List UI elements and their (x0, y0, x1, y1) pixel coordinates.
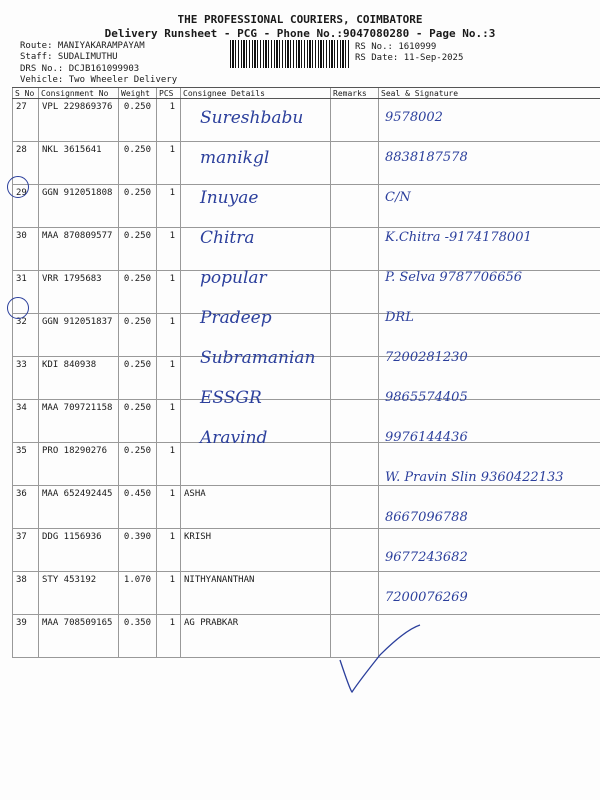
cell-sno: 37 (13, 529, 39, 572)
cell-consignee: NITHYANANTHAN (181, 572, 331, 615)
cell-remarks (331, 400, 379, 443)
col-consignment: Consignment No (39, 88, 119, 99)
cell-consignment: MAA 708509165 (39, 615, 119, 658)
cell-sno: 36 (13, 486, 39, 529)
cell-remarks (331, 185, 379, 228)
cell-consignment: KDI 840938 (39, 357, 119, 400)
cell-consignment: NKL 3615641 (39, 142, 119, 185)
rs-date: RS Date: 11-Sep-2025 (355, 53, 464, 63)
table-row (13, 400, 600, 443)
cell-sno: 38 (13, 572, 39, 615)
route-label: Route: MANIYAKARAMPAYAM (20, 41, 145, 51)
handwritten-signature: 8667096788 (385, 510, 468, 525)
cell-remarks (331, 615, 379, 658)
handwritten-consignee: Pradeep (200, 308, 272, 328)
handwritten-consignee: popular (200, 268, 267, 288)
runsheet-subtitle: Delivery Runsheet - PCG - Phone No.:9047080280 - Page No.:3 (104, 27, 496, 40)
cell-consignment: MAA 709721158 (39, 400, 119, 443)
col-consignee: Consignee Details (181, 88, 331, 99)
cell-weight: 0.450 (119, 486, 157, 529)
cell-consignment: GGN 912051808 (39, 185, 119, 228)
cell-consignment: VRR 1795683 (39, 271, 119, 314)
company-title: THE PROFESSIONAL COURIERS, COIMBATORE (177, 13, 423, 26)
handwritten-consignee: Chitra (200, 228, 255, 248)
handwritten-consignee: Subramanian (200, 348, 316, 368)
handwritten-signature: 9976144436 (385, 430, 468, 445)
col-weight: Weight (119, 88, 157, 99)
staff-label: Staff: SUDALIMUTHU (20, 52, 118, 62)
handwritten-signature: P. Selva 9787706656 (385, 270, 523, 285)
cell-sno: 34 (13, 400, 39, 443)
cell-weight: 0.250 (119, 228, 157, 271)
cell-pcs: 1 (157, 357, 181, 400)
cell-sno: 30 (13, 228, 39, 271)
cell-sno: 29 (13, 185, 39, 228)
cell-pcs: 1 (157, 99, 181, 142)
table-row (13, 99, 600, 142)
cell-pcs: 1 (157, 529, 181, 572)
cell-remarks (331, 142, 379, 185)
cell-pcs: 1 (157, 615, 181, 658)
cell-sno: 39 (13, 615, 39, 658)
rs-number: RS No.: 1610999 (355, 42, 437, 52)
cell-consignment: STY 453192 (39, 572, 119, 615)
table-row (13, 142, 600, 185)
cell-pcs: 1 (157, 486, 181, 529)
col-pcs: PCS (157, 88, 181, 99)
col-signature: Seal & Signature (379, 88, 600, 99)
pen-circle-mark (7, 176, 29, 198)
cell-remarks (331, 271, 379, 314)
handwritten-signature: W. Pravin Slin 9360422133 (385, 470, 564, 485)
cell-pcs: 1 (157, 228, 181, 271)
handwritten-signature: 9677243682 (385, 550, 468, 565)
cell-remarks (331, 228, 379, 271)
cell-sno: 35 (13, 443, 39, 486)
cell-remarks (331, 529, 379, 572)
cell-remarks (331, 443, 379, 486)
handwritten-consignee: ESSGR (200, 388, 262, 408)
drs-number: DRS No.: DCJB161099903 (20, 64, 140, 74)
cell-consignment: PRO 18290276 (39, 443, 119, 486)
cell-consignee: KRISH (181, 529, 331, 572)
cell-consignment: MAA 870809577 (39, 228, 119, 271)
cell-pcs: 1 (157, 400, 181, 443)
cell-signature (379, 615, 600, 658)
cell-weight: 0.250 (119, 443, 157, 486)
cell-weight: 0.390 (119, 529, 157, 572)
cell-weight: 0.250 (119, 271, 157, 314)
table-row (13, 486, 600, 529)
cell-pcs: 1 (157, 185, 181, 228)
cell-weight: 0.250 (119, 142, 157, 185)
cell-pcs: 1 (157, 443, 181, 486)
cell-consignment: VPL 229869376 (39, 99, 119, 142)
cell-consignment: DDG 1156936 (39, 529, 119, 572)
handwritten-consignee: Inuyae (200, 188, 259, 208)
cell-pcs: 1 (157, 142, 181, 185)
cell-pcs: 1 (157, 572, 181, 615)
cell-consignee: ASHA (181, 486, 331, 529)
cell-sno: 32 (13, 314, 39, 357)
barcode-image (230, 40, 350, 68)
handwritten-signature: K.Chitra -9174178001 (385, 230, 532, 245)
cell-weight: 0.250 (119, 185, 157, 228)
cell-sno: 31 (13, 271, 39, 314)
cell-sno: 33 (13, 357, 39, 400)
cell-consignment: MAA 652492445 (39, 486, 119, 529)
col-remarks: Remarks (331, 88, 379, 99)
table-row (13, 185, 600, 228)
cell-remarks (331, 99, 379, 142)
cell-consignee (181, 443, 331, 486)
cell-sno: 28 (13, 142, 39, 185)
pen-circle-mark (7, 297, 29, 319)
cell-weight: 0.250 (119, 400, 157, 443)
handwritten-consignee: manikgl (200, 148, 270, 168)
vehicle-label: Vehicle: Two Wheeler Delivery (20, 75, 178, 85)
handwritten-consignee: Aravind (200, 428, 268, 448)
cell-signature (379, 185, 600, 228)
cell-consignee: AG PRABKAR (181, 615, 331, 658)
table-row (13, 529, 600, 572)
handwritten-consignee: Sureshbabu (200, 108, 304, 128)
cell-pcs: 1 (157, 271, 181, 314)
cell-remarks (331, 572, 379, 615)
cell-weight: 1.070 (119, 572, 157, 615)
cell-remarks (331, 314, 379, 357)
cell-consignment: GGN 912051837 (39, 314, 119, 357)
cell-remarks (331, 486, 379, 529)
cell-remarks (331, 357, 379, 400)
table-row (13, 615, 600, 658)
cell-pcs: 1 (157, 314, 181, 357)
handwritten-signature: 9865574405 (385, 390, 468, 405)
cell-sno: 27 (13, 99, 39, 142)
handwritten-signature: DRL (385, 310, 414, 325)
cell-weight: 0.350 (119, 615, 157, 658)
cell-weight: 0.250 (119, 357, 157, 400)
handwritten-signature: C/N (385, 190, 411, 205)
handwritten-signature: 7200281230 (385, 350, 468, 365)
col-sno: S No (13, 88, 39, 99)
handwritten-signature: 7200076269 (385, 590, 468, 605)
runsheet-table (12, 87, 600, 658)
table-header-row (13, 88, 600, 99)
cell-weight: 0.250 (119, 99, 157, 142)
cell-weight: 0.250 (119, 314, 157, 357)
handwritten-signature: 9578002 (385, 110, 443, 125)
table-row (13, 572, 600, 615)
handwritten-signature: 8838187578 (385, 150, 468, 165)
